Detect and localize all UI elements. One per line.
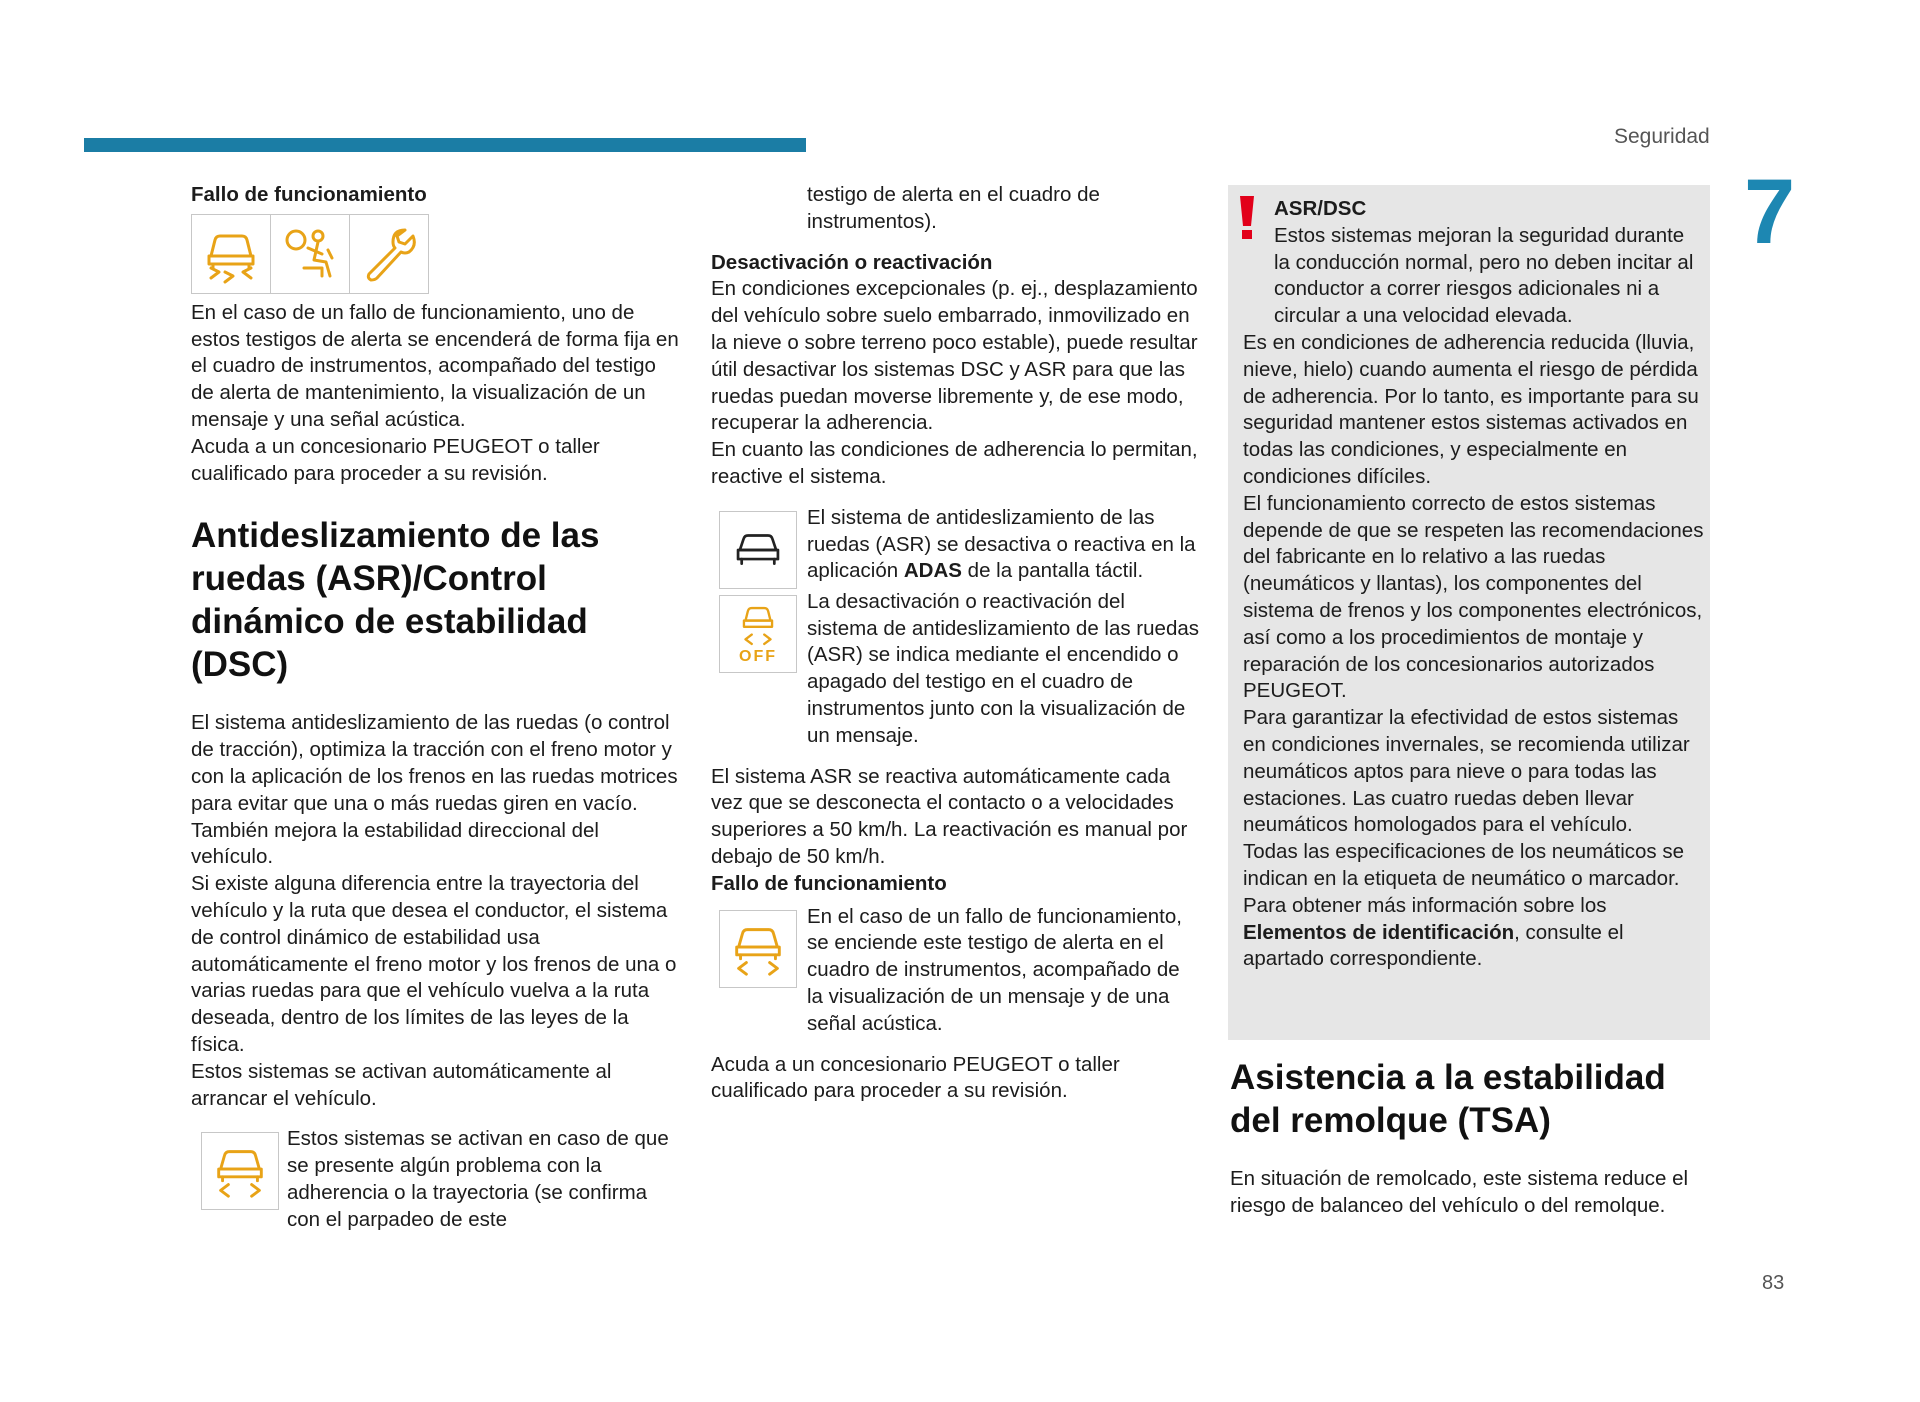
adas-text-before: El sistema de antideslizamiento de las ruedas (ASR) se desactiva o reactiva en la aplicación [807,505,1196,583]
warning-paragraph-4: Para garantizar la efectividad de estos sistemas en condiciones invernales, se recomienda utilizar neumáticos aptos para nieve o para todas las estaciones. Las cuatro ruedas deben llevar neumáticos homologados para el vehículo. [1243,706,1690,837]
car-settings-icon [719,511,797,589]
asr-dsc-warning-icon [191,214,271,294]
fault-note [711,904,1201,1038]
page-number: 83 [1762,1272,1785,1294]
fault-note-text: En el caso de un fallo de funcionamiento, se enciende este testigo de alerta en el cuadro de instrumentos, acompañado de la visualización de un mensaje y de una señal acústica. [807,904,1182,1035]
fault-subtitle: Fallo de funcionamiento [191,183,427,206]
fault-subtitle-2: Fallo de funcionamiento [711,871,947,895]
warning-paragraph-3: El funcionamiento correcto de estos sistemas depende de que se respeten las recomendaciones del fabricante en lo relativo a las ruedas (neumáticos y llantas), los componentes del sistema de frenos y los componentes electrónicos, así como a los procedimientos de montaje y reparación de los concesionarios autorizados PEUGEOT. [1243,491,1704,703]
dealer-paragraph-2: Acuda a un concesionario PEUGEOT o taller cualificado para proceder a su revisión. [711,1052,1120,1103]
asr-dsc-warning-icon [719,910,797,988]
reactivate-paragraph: En cuanto las condiciones de adherencia lo permitan, reactive el sistema. [711,438,1198,488]
adas-note-text [807,505,1201,585]
off-note-text: La desactivación o reactivación del sistema de antideslizamiento de las ruedas (ASR) se indica mediante el encendido o apagado del testigo en el cuadro de instrumentos junto con la visualización de un mensaje. [807,589,1199,747]
continued-text: testigo de alerta en el cuadro de instrumentos). [807,183,1100,233]
adas-bold: ADAS [903,559,962,583]
column-1 [191,182,681,1234]
deactivation-subtitle: Desactivación o reactivación [711,250,993,274]
activation-note [191,1126,681,1233]
header-accent-bar [84,138,806,152]
activation-note-text: Estos sistemas se activan en caso de que se presente algún problema con la adherencia o la trayectoria (se confirma con el parpadeo de este [287,1127,669,1231]
asr-dsc-heading: Antideslizamiento de las ruedas (ASR)/Control dinámico de estabilidad (DSC) [191,516,600,685]
warning-paragraph-2: Es en condiciones de adherencia reducida (lluvia, nieve, hielo) cuando aumenta el riesgo de pérdida de adherencia. Por lo tanto, es importante para su seguridad mantener estos sistemas activados en todas las condiciones, y especialmente en condiciones difíciles. [1243,330,1699,488]
warning-paragraph-5 [1243,839,1705,973]
off-note [711,589,1201,750]
fault-paragraph: En el caso de un fallo de funcionamiento, uno de estos testigos de alerta se encenderá de forma fija en el cuadro de instrumentos, acompañado del testigo de alerta de mantenimiento, la visualización de un mensaje y una señal acústica. [191,300,679,431]
tsa-paragraph: En situación de remolcado, este sistema reduce el riesgo de balanceo del vehículo o del remolque. [1230,1167,1689,1217]
section-label: Seguridad [1614,125,1710,148]
auto-activation-text: Estos sistemas se activan automáticamente al arrancar el vehículo. [191,1059,612,1110]
warning-p5-after: , consulte el apartado correspondiente. [1243,920,1624,971]
dsc-description: Si existe alguna diferencia entre la trayectoria del vehículo y la ruta que desea el conductor, el sistema de control dinámico de estabilidad usa automáticamente el freno motor y los frenos de una o varias ruedas para que el vehículo vuelva a la ruta deseada, dentro de los límites de las leyes de la física. [191,872,677,1056]
dealer-paragraph: Acuda a un concesionario PEUGEOT o taller cualificado para proceder a su revisión. [191,434,600,485]
column-2 [711,182,1201,1105]
chapter-number: 7 [1744,161,1796,263]
warning-content [1243,196,1705,973]
off-label: OFF [739,647,777,665]
warning-title: ASR/DSC [1274,197,1367,220]
wrench-service-icon [350,214,429,294]
warning-p5-before: Todas las especificaciones de los neumáticos se indican en la etiqueta de neumático o marcador. Para obtener más información sobre los [1243,840,1684,917]
tsa-heading: Asistencia a la estabilidad del remolque (TSA) [1230,1058,1666,1140]
asr-description: El sistema antideslizamiento de las ruedas (o control de tracción), optimiza la tracción con el freno motor y con la aplicación de los frenos en las ruedas motrices para evitar que una o más ruedas giren en vacío. También mejora la estabilidad direccional del vehículo. [191,711,678,869]
asr-reactivation-text: El sistema ASR se reactiva automáticamente cada vez que se desconecta el contacto o a velocidades superiores a 50 km/h. La reactivación es manual por debajo de 50 km/h. [711,764,1188,868]
airbag-passenger-icon [271,214,350,294]
tsa-section [1230,1056,1710,1220]
asr-off-icon [719,595,797,673]
warning-paragraph-1: Estos sistemas mejoran la seguridad durante la conducción normal, pero no deben incitar al conductor a correr riesgos adicionales ni a circular a una velocidad elevada. [1274,223,1694,328]
identification-elements-link: Elementos de identificación [1243,920,1515,944]
asr-dsc-warning-icon [201,1132,279,1210]
fault-icon-group [191,214,681,294]
adas-note [711,505,1201,589]
deactivation-paragraph: En condiciones excepcionales (p. ej., desplazamiento del vehículo sobre suelo embarrado, inmovilizado en la nieve o sobre terreno poco estable), puede resultar útil desactivar los sistemas DSC y ASR para que las ruedas puedan moverse libremente y, de ese modo, recuperar la adherencia. [711,277,1198,435]
adas-text-after: de la pantalla táctil. [961,559,1144,583]
